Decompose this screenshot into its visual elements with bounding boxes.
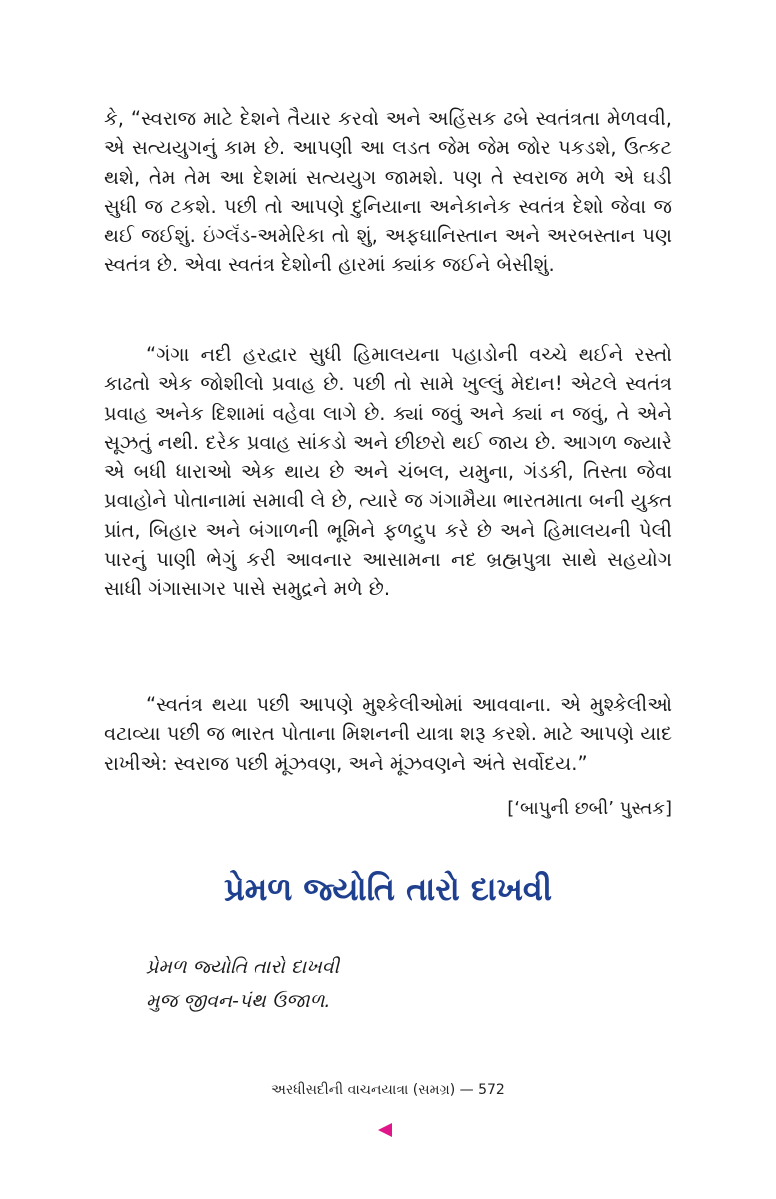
poem-line-1: પ્રેમળ જ્યોતિ તારો દાખવી — [146, 956, 340, 978]
body-paragraph-3: “સ્વતંત્ર થયા પછી આપણે મુશ્કેલીઓમાં આવવાના. એ મુશ્કેલીઓ વટાવ્યા પછી જ ભારત પોતાના મિશનની યાત્રા શરૂ કરશે. માટે આપણે યાદ રાખીએ: સ્વરાજ પછી મૂંઝવણ, અને મૂંઝવણને અંતે સર્વોદય.” — [104, 693, 672, 775]
source-citation: [‘બાપુની છબી’ પુસ્તક] — [507, 798, 672, 819]
footer-page-number: 572 — [478, 1082, 505, 1098]
body-paragraph-1: કે, “સ્વરાજ માટે દેશને તૈયાર કરવો અને અહિંસક ઢબે સ્વતંત્રતા મેળવવી, એ સત્યયુગનું કામ છે. આપણી આ લડત જેમ જેમ જોર પકડશે, ઉત્કટ થશે, તેમ તેમ આ દેશમાં સત્યયુગ જામશે. પણ તે સ્વરાજ મળે એ ઘડી સુધી જ ટકશે. પછી તો આપણે દુનિયાના અનેકાનેક સ્વતંત્ર દેશો જેવા જ થઈ જઈશું. ઇંગ્લૅંડ-અમેરિકા તો શું, અફઘાનિસ્તાન અને અરબસ્તાન પણ સ્વતંત્ર છે. એવા સ્વતંત્ર દેશોની હારમાં ક્યાંક જઈને બેસીશું. — [104, 107, 672, 277]
footer-separator: — — [459, 1082, 474, 1098]
poem-excerpt — [146, 950, 339, 1018]
page-footer — [0, 1082, 776, 1098]
footer-book-title: અરધીસદીની વાચનયાત્રા (સમગ્ર) — [271, 1082, 456, 1098]
triangle-left-icon[interactable] — [378, 1123, 392, 1137]
poem-title: પ્રેમળ જ્યોતિ તારો દાખવી — [223, 870, 553, 908]
body-paragraph-2: “ગંગા નદી હરદ્વાર સુધી હિમાલયના પહાડોની વચ્ચે થઈને રસ્તો કાઢતો એક જોશીલો પ્રવાહ છે. પછી તો સામે ખુલ્લું મેદાન! એટલે સ્વતંત્ર પ્રવાહ અનેક દિશામાં વહેવા લાગે છે. ક્યાં જવું અને ક્યાં ન જવું, તે એને સૂઝતું નથી. દરેક પ્રવાહ સાંકડો અને છીછરો થઈ જાય છે. આગળ જ્યારે એ બધી ધારાઓ એક થાય છે અને ચંબલ, યમુના, ગંડકી, તિસ્તા જેવા પ્રવાહોને પોતાનામાં સમાવી લે છે, ત્યારે જ ગંગામૈયા ભારતમાતા બની યુક્ત પ્રાંત, બિહાર અને બંગાળની ભૂમિને ફળદ્રુપ કરે છે અને હિમાલયની પેલી પારનું પાણી ભેગું કરી આવનાર આસામના નદ બ્રહ્મપુત્રા સાથે સહયોગ સાધી ગંગાસાગર પાસે સમુદ્રને મળે છે. — [104, 343, 672, 601]
poem-line-2: મુજ જીવન-પંથ ઉજાળ. — [146, 990, 331, 1012]
